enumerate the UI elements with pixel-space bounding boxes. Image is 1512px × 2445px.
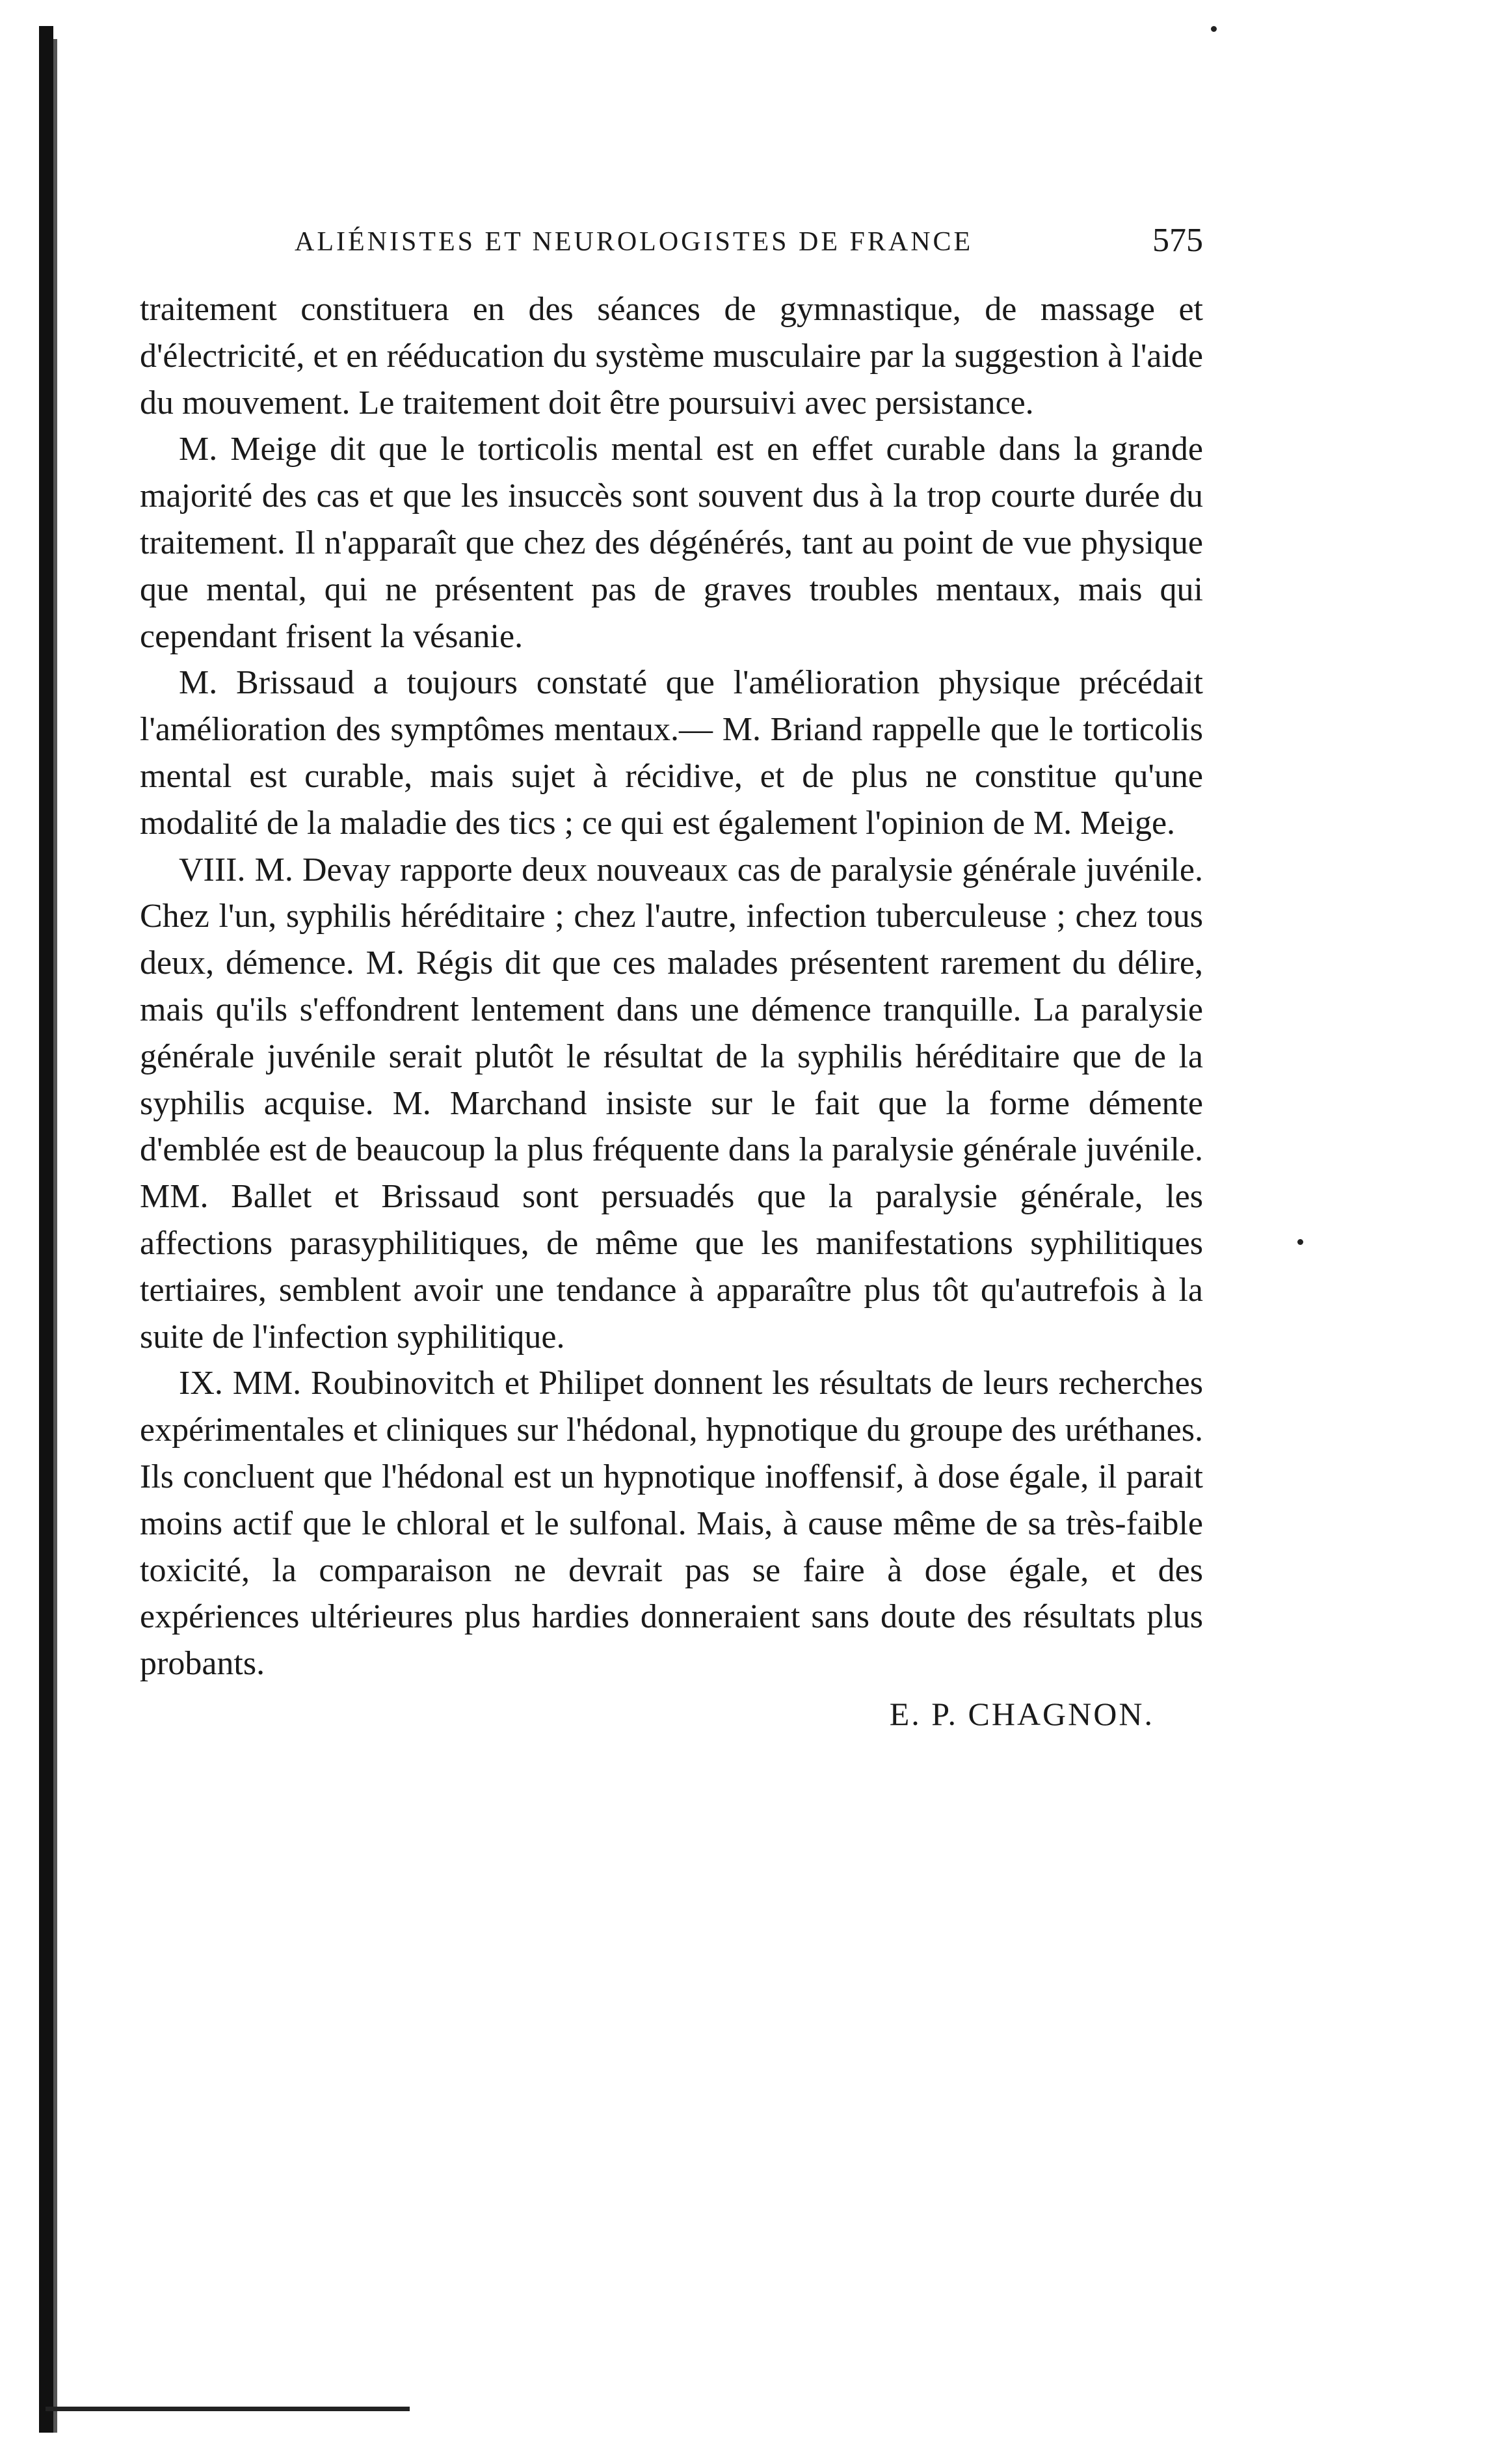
paragraph-brissaud: M. Brissaud a toujours constaté que l'amélioration physique précédait l'amélioration des symptômes mentaux.— M. Briand rappelle que le torticolis mental est curable, mais sujet à récidive, et de plus ne constitue qu'une modalité de la maladie des tics ; ce qui est également l'opinion de M. Meige. xyxy=(140,664,1203,842)
page-number: 575 xyxy=(1152,222,1203,259)
paragraph-treatment: traitement constituera en des séances de gymnastique, de massage et d'électricité, et en rééducation du système musculaire par la suggestion à l'aide du mouvement. Le traitement doit être poursuivi avec persistance. xyxy=(140,291,1203,421)
scan-binding-edge xyxy=(39,26,53,2433)
running-title: ALIÉNISTES ET NEUROLOGISTES DE FRANCE xyxy=(295,227,974,257)
book-page xyxy=(140,215,1203,1733)
paragraph-meige: M. Meige dit que le torticolis mental est en effet curable dans la grande majorité des cas et que les insuccès sont souvent dus à la trop courte durée du traitement. Il n'apparaît que chez des dégénérés, tant au point de vue physique que mental, qui ne présentent pas de graves troubles mentaux, mais qui cependant frisent la vésanie. xyxy=(140,431,1203,655)
paragraph-ix-roubinovitch: IX. MM. Roubinovitch et Philipet donnent les résultats de leurs recherches expérimentales et cliniques sur l'hédonal, hypnotique du groupe des uréthanes. Ils concluent que l'hédonal est un hypnotique inoffensif, à dose égale, il parait moins actif que le chloral et le sulfonal. Mais, à cause même de sa très-faible toxicité, la comparaison ne devrait pas se faire à dose égale, et des expériences ultérieures plus hardies donneraient sans doute des résultats plus probants. xyxy=(140,1365,1203,1683)
scan-speck xyxy=(1297,1239,1303,1245)
running-head xyxy=(140,215,1203,273)
scan-binding-shadow xyxy=(53,39,57,2433)
scan-bottom-edge xyxy=(46,2407,410,2411)
paragraph-viii-devay: VIII. M. Devay rapporte deux nouveaux cas de paralysie générale juvénile. Chez l'un, syphilis héréditaire ; chez l'autre, infection tuberculeuse ; chez tous deux, démence. M. Régis dit que ces malades présentent rarement du délire, mais qu'ils s'effondrent lentement dans une démence tranquille. La paralysie générale juvénile serait plutôt le résultat de la syphilis héréditaire que de la syphilis acquise. M. Marchand insiste sur le fait que la forme démente d'emblée est de beaucoup la plus fréquente dans la paralysie générale juvénile. MM. Ballet et Brissaud sont persuadés que la paralysie générale, les affections parasyphilitiques, de même que les manifestations syphilitiques tertiaires, semblent avoir une tendance à apparaître plus tôt qu'autrefois à la suite de l'infection syphilitique. xyxy=(140,851,1203,1356)
author-signature: E. P. CHAGNON. xyxy=(889,1695,1154,1732)
body-text xyxy=(140,286,1203,1687)
scan-speck xyxy=(1211,26,1217,32)
